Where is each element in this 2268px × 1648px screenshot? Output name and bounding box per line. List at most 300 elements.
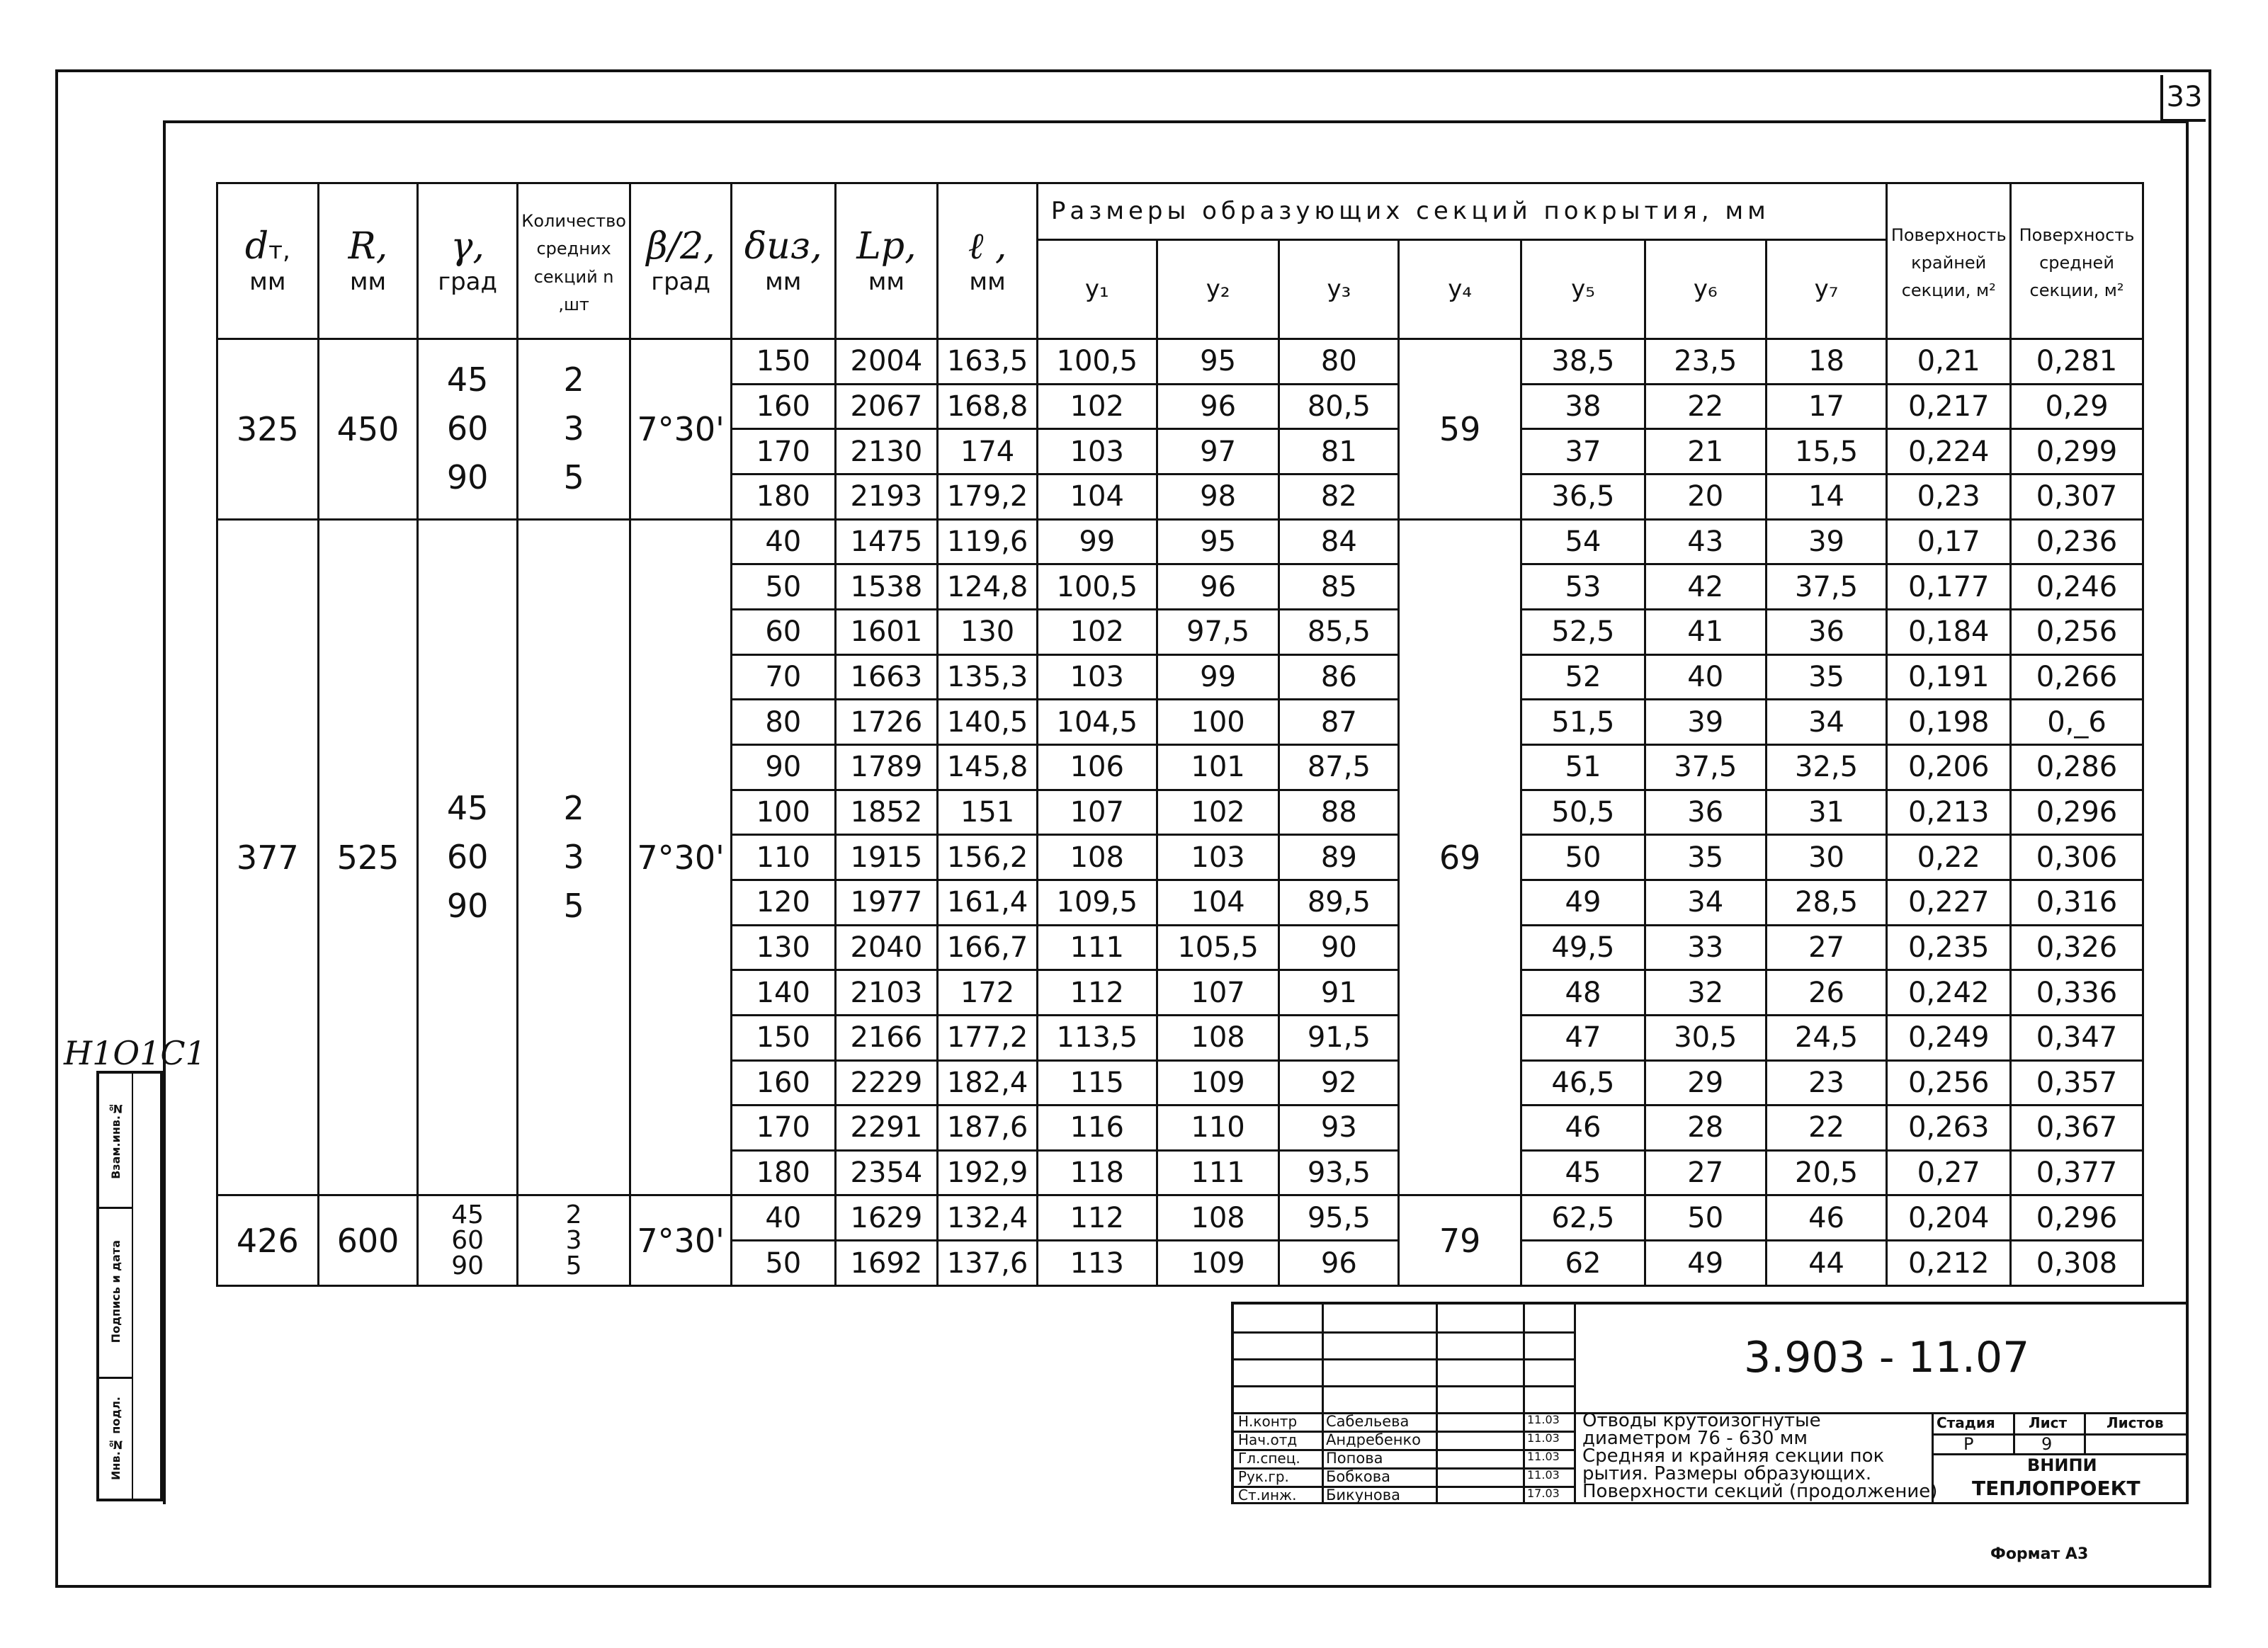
cell-y2: 108 xyxy=(1157,1015,1279,1060)
cell-y6: 33 xyxy=(1645,925,1766,970)
header-y3: y₃ xyxy=(1279,240,1399,339)
title-block xyxy=(1231,1302,2186,1504)
sheet-value: 9 xyxy=(2041,1434,2053,1454)
cell-y6: 42 xyxy=(1645,564,1766,610)
n-value: 3 xyxy=(563,838,584,877)
cell-y2: 107 xyxy=(1157,970,1279,1016)
cell-s-edge: 0,212 xyxy=(1887,1241,2011,1286)
cell-y6: 36 xyxy=(1645,790,1766,835)
header-s-edge: Поверхность крайней секции, м² xyxy=(1887,183,2011,339)
cell-delta: 40 xyxy=(731,1195,835,1241)
cell-y2: 108 xyxy=(1157,1195,1279,1241)
cell-y1: 108 xyxy=(1037,835,1157,880)
cell-s-mid: 0,29 xyxy=(2011,384,2143,429)
cell-y5: 48 xyxy=(1521,970,1645,1016)
cell-Lp: 2040 xyxy=(835,925,938,970)
cell-l: 135,3 xyxy=(938,654,1038,700)
stamp-role: Нач.отд xyxy=(1238,1431,1298,1448)
cell-y7: 22 xyxy=(1766,1106,1887,1151)
cell-y6: 41 xyxy=(1645,609,1766,654)
cell-y7: 35 xyxy=(1766,654,1887,700)
header-sizes: Размеры образующих секций покрытия, мм xyxy=(1037,183,1887,240)
cell-s-edge: 0,27 xyxy=(1887,1150,2011,1195)
cell-y3: 93 xyxy=(1279,1106,1399,1151)
gamma-value: 90 xyxy=(446,887,489,926)
cell-delta: 180 xyxy=(731,474,835,519)
cell-y5: 46 xyxy=(1521,1106,1645,1151)
gamma-value: 45 xyxy=(446,360,489,399)
cell-y2: 109 xyxy=(1157,1241,1279,1286)
cell-delta: 90 xyxy=(731,744,835,790)
cell-delta: 170 xyxy=(731,1106,835,1151)
cell-y3: 85 xyxy=(1279,564,1399,610)
cell-Lp: 2103 xyxy=(835,970,938,1016)
cell-Lp: 2067 xyxy=(835,384,938,429)
cell-l: 182,4 xyxy=(938,1060,1038,1106)
stamp-name: Андребенко xyxy=(1326,1431,1421,1448)
stamp-name: Сабельева xyxy=(1326,1413,1410,1430)
cell-l: 166,7 xyxy=(938,925,1038,970)
cell-l: 145,8 xyxy=(938,744,1038,790)
cell-y6: 39 xyxy=(1645,700,1766,745)
cell-s-edge: 0,227 xyxy=(1887,880,2011,925)
cell-s-mid: 0,357 xyxy=(2011,1060,2143,1106)
sizes-table xyxy=(216,182,2144,1287)
cell-y2: 103 xyxy=(1157,835,1279,880)
cell-l: 161,4 xyxy=(938,880,1038,925)
table-row xyxy=(217,519,2143,564)
cell-y6: 43 xyxy=(1645,519,1766,564)
cell-y7: 31 xyxy=(1766,790,1887,835)
header-y2: y₂ xyxy=(1157,240,1279,339)
cell-y1: 109,5 xyxy=(1037,880,1157,925)
cell-y6: 29 xyxy=(1645,1060,1766,1106)
gamma-value: 60 xyxy=(446,838,489,877)
cell-s-edge: 0,224 xyxy=(1887,429,2011,474)
cell-Lp: 2291 xyxy=(835,1106,938,1151)
cell-s-edge: 0,22 xyxy=(1887,835,2011,880)
cell-R: 600 xyxy=(318,1195,418,1286)
cell-delta: 50 xyxy=(731,1241,835,1286)
cell-s-edge: 0,263 xyxy=(1887,1106,2011,1151)
cell-Lp: 1726 xyxy=(835,700,938,745)
cell-y5: 54 xyxy=(1521,519,1645,564)
n-value: 2 xyxy=(565,1200,582,1229)
cell-y5: 38 xyxy=(1521,384,1645,429)
cell-y3: 84 xyxy=(1279,519,1399,564)
hand-code: Н1О1С1 xyxy=(64,1034,206,1072)
cell-d: 377 xyxy=(217,519,319,1195)
cell-s-mid: 0,281 xyxy=(2011,339,2143,385)
cell-y2: 105,5 xyxy=(1157,925,1279,970)
n-value: 5 xyxy=(565,1251,582,1280)
cell-l: 192,9 xyxy=(938,1150,1038,1195)
cell-Lp: 2193 xyxy=(835,474,938,519)
cell-y5: 38,5 xyxy=(1521,339,1645,385)
side-cell-inv: Инв.№ подл. xyxy=(108,1397,123,1480)
cell-y6: 27 xyxy=(1645,1150,1766,1195)
cell-beta: 7°30' xyxy=(630,1195,732,1286)
cell-s-edge: 0,177 xyxy=(1887,564,2011,610)
cell-y3: 87,5 xyxy=(1279,744,1399,790)
side-cell-sign: Подпись и дата xyxy=(99,1207,132,1379)
cell-Lp: 1629 xyxy=(835,1195,938,1241)
stamp-role: Ст.инж. xyxy=(1238,1487,1297,1504)
cell-y5: 51 xyxy=(1521,744,1645,790)
n-value: 2 xyxy=(563,789,584,828)
cell-s-mid: 0,306 xyxy=(2011,835,2143,880)
cell-y1: 107 xyxy=(1037,790,1157,835)
cell-y1: 102 xyxy=(1037,384,1157,429)
cell-y7: 27 xyxy=(1766,925,1887,970)
cell-y6: 32 xyxy=(1645,970,1766,1016)
cell-y7: 36 xyxy=(1766,609,1887,654)
cell-s-mid: 0,256 xyxy=(2011,609,2143,654)
cell-y6: 22 xyxy=(1645,384,1766,429)
cell-y4: 69 xyxy=(1399,519,1521,1195)
cell-y6: 21 xyxy=(1645,429,1766,474)
cell-y2: 110 xyxy=(1157,1106,1279,1151)
header-l: ℓ , мм xyxy=(938,183,1038,339)
document-title: Отводы крутоизогнутые диаметром 76 - 630 мм Средняя и крайняя секции пок рытия. Размеры образующих. Поверхности секций (продолжение) xyxy=(1582,1410,1938,1502)
cell-y1: 112 xyxy=(1037,1195,1157,1241)
cell-y5: 37 xyxy=(1521,429,1645,474)
stamp-role: Н.контр xyxy=(1238,1413,1298,1430)
table-row xyxy=(217,339,2143,385)
cell-y2: 95 xyxy=(1157,339,1279,385)
cell-Lp: 1977 xyxy=(835,880,938,925)
cell-y5: 45 xyxy=(1521,1150,1645,1195)
header-count: Количество средних секций n ,шт xyxy=(517,183,630,339)
cell-Lp: 2354 xyxy=(835,1150,938,1195)
cell-y6: 40 xyxy=(1645,654,1766,700)
cell-y1: 100,5 xyxy=(1037,339,1157,385)
cell-s-edge: 0,17 xyxy=(1887,519,2011,564)
cell-y1: 116 xyxy=(1037,1106,1157,1151)
cell-R: 450 xyxy=(318,339,418,520)
cell-y5: 53 xyxy=(1521,564,1645,610)
cell-y2: 95 xyxy=(1157,519,1279,564)
cell-s-mid: 0,377 xyxy=(2011,1150,2143,1195)
cell-Lp: 1852 xyxy=(835,790,938,835)
stamp-role: Рук.гр. xyxy=(1238,1468,1289,1485)
stamp-date: 17.03 xyxy=(1527,1487,1560,1500)
header-y4: y₄ xyxy=(1399,240,1521,339)
cell-y1: 103 xyxy=(1037,429,1157,474)
cell-y2: 101 xyxy=(1157,744,1279,790)
cell-d: 426 xyxy=(217,1195,319,1286)
stage-value: Р xyxy=(1963,1434,1974,1454)
cell-y3: 93,5 xyxy=(1279,1150,1399,1195)
cell-y1: 104 xyxy=(1037,474,1157,519)
cell-y5: 50,5 xyxy=(1521,790,1645,835)
cell-s-edge: 0,256 xyxy=(1887,1060,2011,1106)
cell-l: 156,2 xyxy=(938,835,1038,880)
cell-y1: 100,5 xyxy=(1037,564,1157,610)
cell-s-mid: 0,286 xyxy=(2011,744,2143,790)
cell-s-edge: 0,21 xyxy=(1887,339,2011,385)
header-gamma: γ, град xyxy=(418,183,518,339)
n-value: 5 xyxy=(563,887,584,926)
cell-gamma xyxy=(418,1195,518,1286)
cell-y1: 99 xyxy=(1037,519,1157,564)
cell-l: 187,6 xyxy=(938,1106,1038,1151)
cell-y6: 30,5 xyxy=(1645,1015,1766,1060)
cell-beta: 7°30' xyxy=(630,519,732,1195)
org-name-1: ВНИПИ xyxy=(2027,1455,2097,1475)
cell-s-mid: 0,_6 xyxy=(2011,700,2143,745)
cell-l: 163,5 xyxy=(938,339,1038,385)
cell-y3: 87 xyxy=(1279,700,1399,745)
n-value: 3 xyxy=(563,409,584,448)
cell-s-mid: 0,336 xyxy=(2011,970,2143,1016)
cell-y6: 35 xyxy=(1645,835,1766,880)
header-d: dт, мм xyxy=(217,183,319,339)
cell-y5: 52,5 xyxy=(1521,609,1645,654)
cell-l: 179,2 xyxy=(938,474,1038,519)
cell-y5: 36,5 xyxy=(1521,474,1645,519)
cell-y3: 80,5 xyxy=(1279,384,1399,429)
cell-l: 174 xyxy=(938,429,1038,474)
cell-s-edge: 0,184 xyxy=(1887,609,2011,654)
cell-y1: 115 xyxy=(1037,1060,1157,1106)
cell-delta: 150 xyxy=(731,339,835,385)
cell-delta: 50 xyxy=(731,564,835,610)
stamp-name: Попова xyxy=(1326,1450,1383,1467)
cell-y5: 62,5 xyxy=(1521,1195,1645,1241)
cell-Lp: 1789 xyxy=(835,744,938,790)
cell-s-mid: 0,299 xyxy=(2011,429,2143,474)
cell-delta: 170 xyxy=(731,429,835,474)
cell-y7: 17 xyxy=(1766,384,1887,429)
org-name-2: ТЕПЛОПРОЕКТ xyxy=(1972,1477,2141,1500)
cell-y3: 89 xyxy=(1279,835,1399,880)
cell-y2: 97,5 xyxy=(1157,609,1279,654)
cell-l: 119,6 xyxy=(938,519,1038,564)
stamp-name: Бикунова xyxy=(1326,1487,1400,1504)
cell-delta: 180 xyxy=(731,1150,835,1195)
stage-label: Стадия xyxy=(1937,1414,1995,1431)
cell-delta: 60 xyxy=(731,609,835,654)
cell-y3: 81 xyxy=(1279,429,1399,474)
cell-delta: 120 xyxy=(731,880,835,925)
cell-y7: 44 xyxy=(1766,1241,1887,1286)
cell-s-mid: 0,296 xyxy=(2011,1195,2143,1241)
cell-s-mid: 0,326 xyxy=(2011,925,2143,970)
cell-s-mid: 0,316 xyxy=(2011,880,2143,925)
cell-y7: 24,5 xyxy=(1766,1015,1887,1060)
cell-s-mid: 0,296 xyxy=(2011,790,2143,835)
cell-Lp: 1538 xyxy=(835,564,938,610)
cell-y2: 102 xyxy=(1157,790,1279,835)
cell-y3: 95,5 xyxy=(1279,1195,1399,1241)
format-label: Формат А3 xyxy=(1990,1545,2089,1563)
cell-y3: 86 xyxy=(1279,654,1399,700)
cell-delta: 40 xyxy=(731,519,835,564)
cell-y3: 82 xyxy=(1279,474,1399,519)
stamp-date: 11.03 xyxy=(1527,1468,1560,1482)
cell-Lp: 1475 xyxy=(835,519,938,564)
cell-y7: 14 xyxy=(1766,474,1887,519)
cell-delta: 70 xyxy=(731,654,835,700)
header-s-mid: Поверхность средней секции, м² xyxy=(2011,183,2143,339)
cell-s-edge: 0,217 xyxy=(1887,384,2011,429)
cell-s-mid: 0,367 xyxy=(2011,1106,2143,1151)
cell-y2: 109 xyxy=(1157,1060,1279,1106)
cell-gamma xyxy=(418,339,518,520)
header-R: R, мм xyxy=(318,183,418,339)
n-value: 3 xyxy=(565,1225,582,1255)
cell-l: 177,2 xyxy=(938,1015,1038,1060)
cell-y2: 98 xyxy=(1157,474,1279,519)
cell-Lp: 2130 xyxy=(835,429,938,474)
cell-n xyxy=(517,339,630,520)
cell-y2: 96 xyxy=(1157,384,1279,429)
cell-delta: 110 xyxy=(731,835,835,880)
cell-y6: 28 xyxy=(1645,1106,1766,1151)
gamma-value: 90 xyxy=(446,458,489,497)
cell-R: 525 xyxy=(318,519,418,1195)
cell-y4: 79 xyxy=(1399,1195,1521,1286)
cell-y3: 92 xyxy=(1279,1060,1399,1106)
cell-l: 140,5 xyxy=(938,700,1038,745)
cell-delta: 160 xyxy=(731,384,835,429)
cell-y1: 103 xyxy=(1037,654,1157,700)
cell-y1: 104,5 xyxy=(1037,700,1157,745)
cell-y7: 30 xyxy=(1766,835,1887,880)
cell-y5: 51,5 xyxy=(1521,700,1645,745)
cell-Lp: 2166 xyxy=(835,1015,938,1060)
side-strip xyxy=(96,1071,163,1501)
cell-y7: 34 xyxy=(1766,700,1887,745)
cell-y6: 50 xyxy=(1645,1195,1766,1241)
cell-Lp: 1915 xyxy=(835,835,938,880)
document-code: 3.903 - 11.07 xyxy=(1744,1333,2030,1382)
gamma-value: 45 xyxy=(446,789,489,828)
cell-Lp: 2004 xyxy=(835,339,938,385)
cell-y3: 96 xyxy=(1279,1241,1399,1286)
cell-y6: 34 xyxy=(1645,880,1766,925)
cell-y7: 46 xyxy=(1766,1195,1887,1241)
cell-y3: 91,5 xyxy=(1279,1015,1399,1060)
cell-y7: 28,5 xyxy=(1766,880,1887,925)
cell-delta: 130 xyxy=(731,925,835,970)
cell-y2: 97 xyxy=(1157,429,1279,474)
cell-y3: 89,5 xyxy=(1279,880,1399,925)
sheets-label: Листов xyxy=(2107,1414,2164,1431)
cell-y5: 46,5 xyxy=(1521,1060,1645,1106)
cell-s-edge: 0,23 xyxy=(1887,474,2011,519)
header-delta: δиз, мм xyxy=(731,183,835,339)
cell-y6: 23,5 xyxy=(1645,339,1766,385)
cell-y2: 111 xyxy=(1157,1150,1279,1195)
cell-s-mid: 0,307 xyxy=(2011,474,2143,519)
cell-s-mid: 0,308 xyxy=(2011,1241,2143,1286)
cell-s-edge: 0,235 xyxy=(1887,925,2011,970)
cell-l: 132,4 xyxy=(938,1195,1038,1241)
n-value: 5 xyxy=(563,458,584,497)
cell-s-mid: 0,236 xyxy=(2011,519,2143,564)
cell-y5: 50 xyxy=(1521,835,1645,880)
cell-d: 325 xyxy=(217,339,319,520)
cell-s-edge: 0,204 xyxy=(1887,1195,2011,1241)
cell-y3: 90 xyxy=(1279,925,1399,970)
cell-y5: 49 xyxy=(1521,880,1645,925)
gamma-value: 45 xyxy=(451,1200,484,1229)
stamp-date: 11.03 xyxy=(1527,1431,1560,1445)
cell-beta: 7°30' xyxy=(630,339,732,520)
cell-y6: 49 xyxy=(1645,1241,1766,1286)
cell-y1: 102 xyxy=(1037,609,1157,654)
cell-s-mid: 0,347 xyxy=(2011,1015,2143,1060)
side-cell-replace: Взам.инв.№ xyxy=(99,1074,132,1209)
cell-y4: 59 xyxy=(1399,339,1521,520)
cell-delta: 160 xyxy=(731,1060,835,1106)
cell-y3: 88 xyxy=(1279,790,1399,835)
cell-y7: 15,5 xyxy=(1766,429,1887,474)
cell-y2: 99 xyxy=(1157,654,1279,700)
cell-s-edge: 0,206 xyxy=(1887,744,2011,790)
header-Lp: Lр, мм xyxy=(835,183,938,339)
cell-l: 172 xyxy=(938,970,1038,1016)
cell-y6: 37,5 xyxy=(1645,744,1766,790)
gamma-value: 60 xyxy=(451,1225,484,1255)
cell-s-edge: 0,198 xyxy=(1887,700,2011,745)
cell-y1: 106 xyxy=(1037,744,1157,790)
cell-l: 124,8 xyxy=(938,564,1038,610)
cell-delta: 150 xyxy=(731,1015,835,1060)
table-row xyxy=(217,1195,2143,1241)
cell-s-edge: 0,242 xyxy=(1887,970,2011,1016)
cell-gamma xyxy=(418,519,518,1195)
header-y7: y₇ xyxy=(1766,240,1887,339)
stamp-date: 11.03 xyxy=(1527,1450,1560,1463)
cell-y1: 118 xyxy=(1037,1150,1157,1195)
cell-y7: 39 xyxy=(1766,519,1887,564)
cell-y7: 26 xyxy=(1766,970,1887,1016)
cell-y3: 85,5 xyxy=(1279,609,1399,654)
cell-y5: 49,5 xyxy=(1521,925,1645,970)
cell-y1: 113 xyxy=(1037,1241,1157,1286)
cell-y6: 20 xyxy=(1645,474,1766,519)
cell-y5: 52 xyxy=(1521,654,1645,700)
cell-y2: 96 xyxy=(1157,564,1279,610)
cell-s-edge: 0,249 xyxy=(1887,1015,2011,1060)
cell-y7: 32,5 xyxy=(1766,744,1887,790)
header-beta: β/2, град xyxy=(630,183,732,339)
cell-Lp: 1601 xyxy=(835,609,938,654)
cell-y2: 100 xyxy=(1157,700,1279,745)
header-y6: y₆ xyxy=(1645,240,1766,339)
cell-s-edge: 0,213 xyxy=(1887,790,2011,835)
cell-y2: 104 xyxy=(1157,880,1279,925)
cell-y3: 80 xyxy=(1279,339,1399,385)
cell-s-edge: 0,191 xyxy=(1887,654,2011,700)
cell-y7: 37,5 xyxy=(1766,564,1887,610)
cell-Lp: 2229 xyxy=(835,1060,938,1106)
header-y1: y₁ xyxy=(1037,240,1157,339)
cell-delta: 80 xyxy=(731,700,835,745)
header-y5: y₅ xyxy=(1521,240,1645,339)
cell-y7: 20,5 xyxy=(1766,1150,1887,1195)
sheet-label: Лист xyxy=(2029,1414,2068,1431)
cell-y5: 47 xyxy=(1521,1015,1645,1060)
stamp-date: 11.03 xyxy=(1527,1413,1560,1426)
cell-l: 168,8 xyxy=(938,384,1038,429)
n-value: 2 xyxy=(563,360,584,399)
gamma-value: 60 xyxy=(446,409,489,448)
cell-n xyxy=(517,519,630,1195)
